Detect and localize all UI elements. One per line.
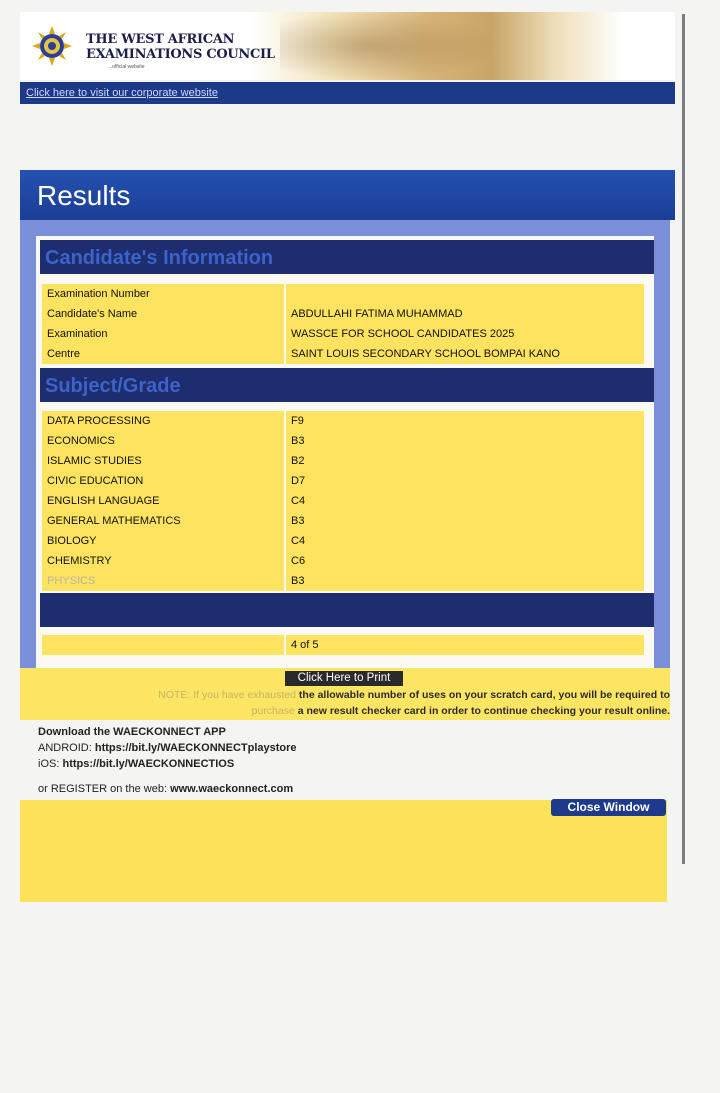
subject-grade: F9 (286, 411, 644, 431)
register-text: or REGISTER on the web: (38, 783, 167, 795)
notice-line2-bold: a new result checker card in order to continue checking your result online. (297, 705, 670, 717)
subject-grade: C6 (286, 551, 644, 571)
subject-grade: C4 (286, 491, 644, 511)
subject-row (42, 431, 644, 451)
notice-line2-dim: purchase (251, 705, 295, 717)
subject-grade-table (42, 411, 644, 591)
subject-row (42, 491, 644, 511)
subject-row (42, 571, 644, 591)
card-usage-label (42, 635, 284, 655)
candidate-value: WASSCE FOR SCHOOL CANDIDATES 2025 (286, 324, 644, 344)
card-usage-value: 4 of 5 (286, 635, 644, 655)
android-label: ANDROID: (38, 742, 92, 754)
waec-logo-icon (32, 26, 72, 66)
corporate-bar (20, 82, 675, 104)
page-edge (682, 14, 685, 864)
candidate-label: Examination (42, 324, 284, 344)
subject-grade: B3 (286, 511, 644, 531)
notice-line1-dim: NOTE: If you have exhausted (158, 689, 296, 701)
card-usage-section-header (40, 593, 654, 627)
subject-row (42, 451, 644, 471)
subject-name: PHYSICS (42, 571, 284, 591)
corporate-website-link[interactable]: Click here to visit our corporate website (26, 87, 218, 99)
subject-name: DATA PROCESSING (42, 411, 284, 431)
download-title: Download the WAECKONNECT APP (38, 726, 226, 738)
org-name-line1: THE WEST AFRICAN (86, 32, 235, 47)
subject-name: CHEMISTRY (42, 551, 284, 571)
org-tagline: ...official website (108, 64, 145, 70)
subject-name: ENGLISH LANGUAGE (42, 491, 284, 511)
candidate-label: Centre (42, 344, 284, 364)
subject-row (42, 471, 644, 491)
candidate-info-table (42, 284, 644, 364)
candidate-label: Examination Number (42, 284, 284, 304)
subject-row (42, 531, 644, 551)
ios-link[interactable]: https://bit.ly/WAECKONNECTIOS (62, 758, 235, 770)
results-title: Results (37, 180, 131, 211)
candidate-row (42, 284, 644, 304)
register-link[interactable]: www.waeckonnect.com (170, 783, 294, 795)
subject-name: ISLAMIC STUDIES (42, 451, 284, 471)
candidate-value: ABDULLAHI FATIMA MUHAMMAD (286, 304, 644, 324)
subject-section-header (40, 368, 654, 402)
candidate-section-header (40, 240, 654, 274)
candidate-label: Candidate's Name (42, 304, 284, 324)
subject-name: CIVIC EDUCATION (42, 471, 284, 491)
candidate-value (286, 284, 644, 304)
scratch-card-notice (30, 687, 670, 719)
site-header (20, 12, 675, 80)
subject-name: ECONOMICS (42, 431, 284, 451)
notice-line1-bold: the allowable number of uses on your scratch card, you will be required to (298, 689, 670, 701)
close-window-button[interactable]: Close Window (551, 799, 666, 816)
ios-label: iOS: (38, 758, 60, 770)
candidate-section-title: Candidate's Information (45, 247, 274, 269)
header-artwork (280, 12, 500, 80)
card-usage-row (42, 635, 644, 655)
card-usage-table (42, 635, 644, 655)
subject-grade: B3 (286, 431, 644, 451)
subject-grade: B2 (286, 451, 644, 471)
android-link[interactable]: https://bit.ly/WAECKONNECTplaystore (94, 742, 297, 754)
org-brand (86, 32, 275, 70)
candidate-value: SAINT LOUIS SECONDARY SCHOOL BOMPAI KANO (286, 344, 644, 364)
results-header (20, 170, 675, 220)
register-line (38, 783, 293, 795)
subject-name: GENERAL MATHEMATICS (42, 511, 284, 531)
subject-row (42, 551, 644, 571)
candidate-row (42, 344, 644, 364)
subject-grade: D7 (286, 471, 644, 491)
print-button[interactable]: Click Here to Print (285, 671, 403, 686)
subject-row (42, 411, 644, 431)
download-app-section (38, 724, 297, 772)
subject-grade: C4 (286, 531, 644, 551)
subject-grade: B3 (286, 571, 644, 591)
subject-section-title: Subject/Grade (45, 375, 181, 397)
candidate-row (42, 304, 644, 324)
subject-row (42, 511, 644, 531)
candidate-row (42, 324, 644, 344)
org-name-line2: EXAMINATIONS COUNCIL (86, 47, 275, 62)
subject-name: BIOLOGY (42, 531, 284, 551)
